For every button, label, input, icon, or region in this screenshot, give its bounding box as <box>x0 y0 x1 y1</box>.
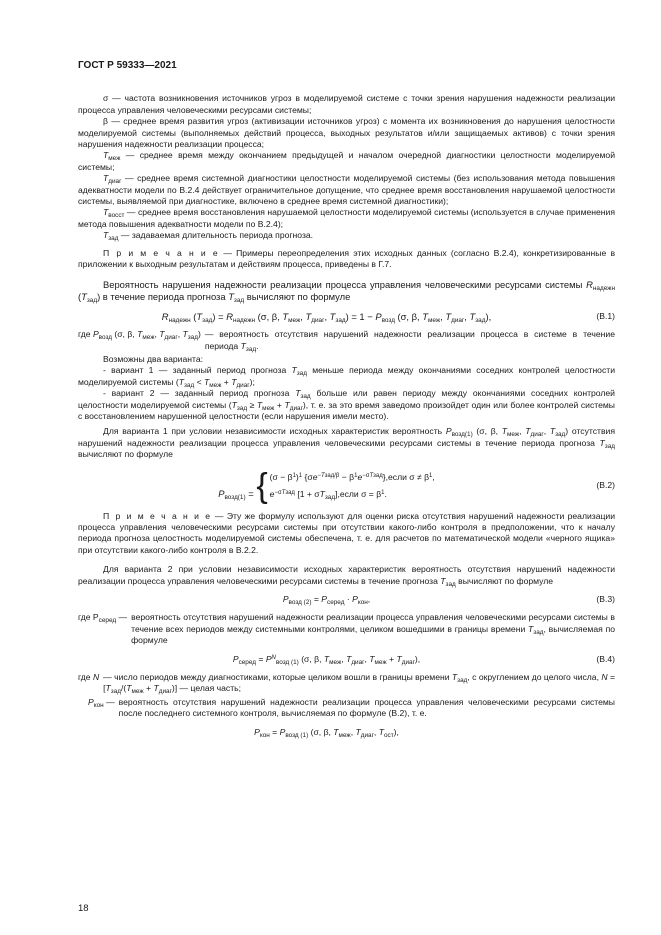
where-pkon: $P_{кон}$ — вероятность отсутствия нарушений надежности реализации процесса управления человеческими ресурсами системы после последнего системного контроля, вычисляемая по формуле (В.2), т. е. <box>88 696 615 719</box>
eq-label-b1: (В.1) <box>596 310 615 321</box>
variant-1: - вариант 1 — заданный период прогноза $T_{зад}$ меньше периода между окончаниями соседних контролей целостности моделируемой системы $(T_{зад} < T_{меж} + T_{диаг})$; <box>78 365 615 389</box>
def-sigma: σ — частота возникновения источников угроз в моделируемой системе с точки зрения нарушения надежности реализации процесса управления человеческими ресурсами системы; <box>78 93 615 115</box>
formula-b1: $R_{надежн}$ $(T_{зад}) = R_{надежн}$ (σ, β, $T_{меж}$, $T_{диаг}$, $T_{зад}) = 1 - P_{возд}$ (σ, β, $T_{меж}$, $T_{диаг}$, $T_{зад}$), (В.1) <box>161 310 615 324</box>
variant-2-text: Для варианта 2 при условии независимости исходных характеристик вероятность отсутствия нарушений надежности реализации процесса управления человеческими ресурсами системы в течение прогноза $T_{зад}$ вычисляют по формуле <box>78 564 615 588</box>
note-1: П р и м е ч а н и е — Примеры переопределения этих исходных данных (согласно В.2.4), конкретизированные в приложении к выходным результатам и действиям процесса, приведены в Г.7. <box>78 247 616 270</box>
formula-b3: $P_{возд (2)} = P_{серед} \cdot P_{кон}$, (В.3) <box>282 594 615 606</box>
eq-label-b3: (В.3) <box>596 594 615 604</box>
def-beta: β — среднее время развития угроз (активизации источников угроз) с момента их возникновения до нарушения целостности моделируемой системы (выполняемых действий процесса, выходных результатов и/или защищаемых активов) с точки зрения нарушения надежности реализации процесса; <box>78 116 615 150</box>
where-n: где N — число периодов между диагностиками, которые целиком вошли в границы времени $T_{зад}$, с округлением до целого числа, $N = [T_{зад}/(T_{меж} + T_{диаг})]$ — целая часть; <box>78 672 615 696</box>
def-tvosst: $T_{восст}$ — среднее время восстановления нарушаемой целостности моделируемой системы (используется в случае применения метода повышения адекватности модели по В.2.4); <box>78 207 615 229</box>
variants-intro: Возможны два варианта: <box>103 353 204 364</box>
document-header: ГОСТ Р 59333—2021 <box>78 60 177 71</box>
variant-1-text: Для варианта 1 при условии независимости исходных характеристик вероятность $P_{возд(1)}$ (σ, β, $T_{меж}$, $T_{диаг}$, $T_{зад}$) отсутствия нарушений надежности реализации процесса управления человеческими ресурсами системы в течение периода прогноза $T_{зад}$ вычисляют по формуле <box>78 426 615 460</box>
def-tdiag: $T_{диаг}$ — среднее время системной диагностики целостности моделируемой системы (без использования метода повышения адекватности модели по В.2.4 действует ограничительное допущение, что среднее время восстановления нарушаемой целостности системы, выявляемой при диагностике, включено в среднее время системной диагностики); <box>78 173 615 207</box>
eq-label-b4: (В.4) <box>596 653 615 664</box>
intro-formula-b1: Вероятность нарушения надежности реализации процесса управления человеческими ресурсами системы $R_{надежн}$ $(T_{зад})$ в течение периода прогноза $T_{зад}$ вычисляют по формуле <box>78 278 615 305</box>
formula-b4: $P_{серед} = P^N_{возд (1)}$ (σ, β, $T_{меж}$, $T_{диаг}$, $T_{меж} + T_{диаг}$), (В.4) <box>232 653 615 666</box>
def-tmezh: $T_{меж}$ — среднее время между окончанием предыдущей и началом очередной диагностики целостности моделируемой системы; <box>78 150 615 172</box>
note-2: П р и м е ч а н и е — Эту же формулу используют для оценки риска отсутствия нарушений надежности реализации процесса управления человеческими ресурсами системы при отсутствии какого-либо контроля в предположении, что к началу периода прогноза целостность моделируемой системы обеспечена, т. е. для расчетов по математической модели «черного ящика» при отсутствии какого-либо контроля в В.2.2. <box>78 510 615 555</box>
formula-b2: $P_{возд(1)}$ = { $(\sigma - \beta^1)^1$ {$\sigma e^{-Tзад/\beta}$ − $\beta^1e^{-\sigma Tзад}\},если$ $\sigma \ne \beta^1$, $e^{-\sigma Tзад}$ $[1 + \sigma T_{зад}],если$ $\sigma = \beta^1$. (В.2) <box>218 466 615 505</box>
where-pmid: где $P_{серед}$ — вероятность отсутствия нарушений надежности реализации процесса управления человеческими ресурсами системы в течение всех периодов между системными контролями, целиком вошедшими в границы времени $T_{зад}$, вычисляемая по формуле <box>78 612 615 646</box>
variant-2: - вариант 2 — заданный период прогноза $T_{зад}$ больше или равен периоду между окончаниями соседних контролей целостности моделируемой системы $(T_{зад} \ge T_{меж} + T_{диаг})$, т. е. за это время заведомо произойдет один или более контролей системы с восстановлением нарушенной целостности (если нарушения имели место). <box>78 388 615 421</box>
def-tzad: $T_{зад}$ — задаваемая длительность периода прогноза. <box>103 230 314 243</box>
where-b1: где $P_{возд}$ (σ, β, $T_{меж}$, $T_{диаг}$, $T_{зад}$) — вероятность отсутствия нарушений надежности реализации процесса в системе в течение периода $T_{зад}$. <box>78 329 615 353</box>
eq-label-b2: (В.2) <box>596 479 615 490</box>
formula-pkon: $P_{кон} = P_{возд (1)}$ (σ, β, $T_{меж}$, $T_{диаг}$, $T_{ост}$), <box>254 726 399 739</box>
page-number: 18 <box>78 903 89 914</box>
document-page <box>78 60 615 745</box>
